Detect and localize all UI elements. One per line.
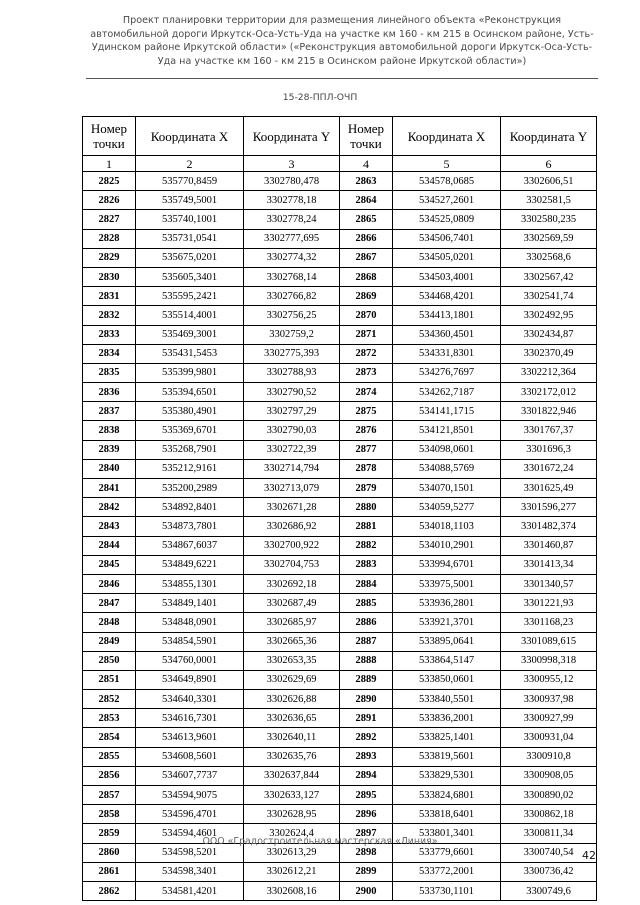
coord-x-cell: 534594,4601 (136, 824, 244, 843)
table-row (83, 555, 597, 574)
page-number: 42 (582, 849, 596, 862)
coord-x-cell: 534331,8301 (393, 344, 501, 363)
coord-y-cell: 3302581,5 (501, 191, 597, 210)
coord-x-cell: 534598,3401 (136, 862, 244, 881)
point-number-cell: 2833 (83, 325, 136, 344)
table-row (83, 344, 597, 363)
coord-x-cell: 533818,6401 (393, 805, 501, 824)
coord-y-cell: 3302640,11 (244, 728, 340, 747)
coord-x-cell: 535595,2421 (136, 287, 244, 306)
point-number-cell: 2898 (340, 843, 393, 862)
column-number: 6 (501, 156, 597, 172)
table-row (83, 786, 597, 805)
header-rule (86, 78, 598, 79)
column-number: 4 (340, 156, 393, 172)
document-header: Проект планировки территории для размещения линейного объекта «Реконструкция автомобильной дороги Иркутск-Оса-Усть-Уда на участке км 160 - км 215 в Осинском районе, Усть-Удинском районе Иркутской области» («Реконструкция автомобильной дороги Иркутск-Оса-Усть-Уда на участке км 160 - км 215 в Осинском районе Иркутской области») (90, 15, 594, 67)
coord-x-cell: 534867,6037 (136, 536, 244, 555)
table-row (83, 709, 597, 728)
coord-y-cell: 3302613,29 (244, 843, 340, 862)
table-row (83, 191, 597, 210)
coord-y-cell: 3300955,12 (501, 670, 597, 689)
coord-x-cell: 535431,5453 (136, 344, 244, 363)
coord-x-cell: 534070,1501 (393, 479, 501, 498)
coord-y-cell: 3302797,29 (244, 402, 340, 421)
coord-y-cell: 3301413,34 (501, 555, 597, 574)
coord-y-cell: 3302635,76 (244, 747, 340, 766)
coord-x-cell: 535369,6701 (136, 421, 244, 440)
point-number-cell: 2893 (340, 747, 393, 766)
point-number-cell: 2830 (83, 267, 136, 286)
coord-x-cell: 535380,4901 (136, 402, 244, 421)
table-row (83, 728, 597, 747)
column-header-coord-x: Координата X (393, 117, 501, 156)
point-number-cell: 2853 (83, 709, 136, 728)
coord-x-cell: 534018,1103 (393, 517, 501, 536)
coord-x-cell: 534649,8901 (136, 670, 244, 689)
point-number-cell: 2839 (83, 440, 136, 459)
table-row (83, 594, 597, 613)
table-row (83, 747, 597, 766)
coord-y-cell: 3302756,25 (244, 306, 340, 325)
point-number-cell: 2836 (83, 383, 136, 402)
table-row (83, 479, 597, 498)
coord-y-cell: 3300740,54 (501, 843, 597, 862)
coord-y-cell: 3302775,393 (244, 344, 340, 363)
coord-y-cell: 3302653,35 (244, 651, 340, 670)
coord-y-cell: 3300931,04 (501, 728, 597, 747)
coord-y-cell: 3302685,97 (244, 613, 340, 632)
coord-y-cell: 3302612,21 (244, 862, 340, 881)
coord-y-cell: 3302780,478 (244, 172, 340, 191)
point-number-cell: 2873 (340, 363, 393, 382)
table-row (83, 248, 597, 267)
coord-y-cell: 3302790,03 (244, 421, 340, 440)
coord-x-cell: 534141,1715 (393, 402, 501, 421)
coord-x-cell: 535514,4001 (136, 306, 244, 325)
coord-y-cell: 3302172,012 (501, 383, 597, 402)
coord-x-cell: 535394,6501 (136, 383, 244, 402)
point-number-cell: 2871 (340, 325, 393, 344)
coord-x-cell: 534276,7697 (393, 363, 501, 382)
point-number-cell: 2855 (83, 747, 136, 766)
coord-y-cell: 3302628,95 (244, 805, 340, 824)
coord-y-cell: 3302687,49 (244, 594, 340, 613)
coord-x-cell: 535605,3401 (136, 267, 244, 286)
point-number-cell: 2857 (83, 786, 136, 805)
header-row (83, 117, 597, 156)
point-number-cell: 2882 (340, 536, 393, 555)
coord-x-cell: 533801,3401 (393, 824, 501, 843)
point-number-cell: 2844 (83, 536, 136, 555)
coord-y-cell: 3301482,374 (501, 517, 597, 536)
coord-y-cell: 3302624,4 (244, 824, 340, 843)
coord-x-cell: 534607,7737 (136, 766, 244, 785)
coord-y-cell: 3300937,98 (501, 690, 597, 709)
coord-y-cell: 3300908,05 (501, 766, 597, 785)
point-number-cell: 2892 (340, 728, 393, 747)
coord-x-cell: 535675,0201 (136, 248, 244, 267)
coord-y-cell: 3301221,93 (501, 594, 597, 613)
coord-x-cell: 534892,8401 (136, 498, 244, 517)
point-number-cell: 2881 (340, 517, 393, 536)
column-number: 5 (393, 156, 501, 172)
column-header-point-number: Номер точки (83, 117, 136, 156)
coord-y-cell: 3302665,36 (244, 632, 340, 651)
coord-x-cell: 534468,4201 (393, 287, 501, 306)
coord-x-cell: 533825,1401 (393, 728, 501, 747)
coord-x-cell: 534608,5601 (136, 747, 244, 766)
point-number-cell: 2859 (83, 824, 136, 843)
coord-x-cell: 534098,0601 (393, 440, 501, 459)
coord-x-cell: 535212,9161 (136, 459, 244, 478)
coord-y-cell: 3302567,42 (501, 267, 597, 286)
coord-y-cell: 3302778,18 (244, 191, 340, 210)
point-number-cell: 2858 (83, 805, 136, 824)
point-number-cell: 2834 (83, 344, 136, 363)
coord-x-cell: 533730,1101 (393, 881, 501, 900)
coord-x-cell: 533772,2001 (393, 862, 501, 881)
coord-y-cell: 3302700,922 (244, 536, 340, 555)
coord-y-cell: 3302692,18 (244, 574, 340, 593)
coord-y-cell: 3302766,82 (244, 287, 340, 306)
coord-x-cell: 535469,3001 (136, 325, 244, 344)
coord-y-cell: 3302713,079 (244, 479, 340, 498)
coord-y-cell: 3302637,844 (244, 766, 340, 785)
coord-y-cell: 3300998,318 (501, 651, 597, 670)
coord-x-cell: 533824,6801 (393, 786, 501, 805)
table-row (83, 210, 597, 229)
table-row (83, 574, 597, 593)
coord-x-cell: 534849,6221 (136, 555, 244, 574)
point-number-cell: 2838 (83, 421, 136, 440)
column-number: 1 (83, 156, 136, 172)
point-number-cell: 2866 (340, 229, 393, 248)
coord-x-cell: 534262,7187 (393, 383, 501, 402)
coord-x-cell: 534873,7801 (136, 517, 244, 536)
coord-y-cell: 3302759,2 (244, 325, 340, 344)
coord-y-cell: 3302768,14 (244, 267, 340, 286)
point-number-cell: 2883 (340, 555, 393, 574)
coord-x-cell: 533975,5001 (393, 574, 501, 593)
table-row (83, 670, 597, 689)
coord-x-cell: 534121,8501 (393, 421, 501, 440)
coord-y-cell: 3301767,37 (501, 421, 597, 440)
coord-y-cell: 3302788,93 (244, 363, 340, 382)
point-number-cell: 2846 (83, 574, 136, 593)
point-number-cell: 2896 (340, 805, 393, 824)
coord-x-cell: 534059,5277 (393, 498, 501, 517)
coord-y-cell: 3301696,3 (501, 440, 597, 459)
column-number-row (83, 156, 597, 172)
column-number: 3 (244, 156, 340, 172)
coord-x-cell: 534578,0685 (393, 172, 501, 191)
point-number-cell: 2867 (340, 248, 393, 267)
coord-y-cell: 3302606,51 (501, 172, 597, 191)
point-number-cell: 2874 (340, 383, 393, 402)
point-number-cell: 2878 (340, 459, 393, 478)
table-row (83, 383, 597, 402)
point-number-cell: 2868 (340, 267, 393, 286)
table-row (83, 421, 597, 440)
point-number-cell: 2879 (340, 479, 393, 498)
coord-y-cell: 3302774,32 (244, 248, 340, 267)
point-number-cell: 2895 (340, 786, 393, 805)
document-code: 15-28-ППЛ-ОЧП (282, 92, 358, 103)
coord-x-cell: 533836,2001 (393, 709, 501, 728)
table-row (83, 862, 597, 881)
coord-x-cell: 535200,2989 (136, 479, 244, 498)
coord-x-cell: 534506,7401 (393, 229, 501, 248)
table-row (83, 325, 597, 344)
footer-company: ООО «Градостроительная мастерская «Линия» (202, 836, 438, 847)
point-number-cell: 2864 (340, 191, 393, 210)
point-number-cell: 2862 (83, 881, 136, 900)
coord-x-cell: 534613,9601 (136, 728, 244, 747)
table-row (83, 517, 597, 536)
coord-y-cell: 3300862,18 (501, 805, 597, 824)
coord-y-cell: 3302434,87 (501, 325, 597, 344)
coord-x-cell: 534598,5201 (136, 843, 244, 862)
coord-y-cell: 3300811,34 (501, 824, 597, 843)
coord-x-cell: 534849,1401 (136, 594, 244, 613)
coord-y-cell: 3301672,24 (501, 459, 597, 478)
coord-x-cell: 533864,5147 (393, 651, 501, 670)
table-row (83, 440, 597, 459)
table-row (83, 613, 597, 632)
table-row (83, 881, 597, 900)
column-number: 2 (136, 156, 244, 172)
table-row (83, 229, 597, 248)
point-number-cell: 2890 (340, 690, 393, 709)
point-number-cell: 2900 (340, 881, 393, 900)
coord-y-cell: 3300890,02 (501, 786, 597, 805)
coord-y-cell: 3301168,23 (501, 613, 597, 632)
point-number-cell: 2889 (340, 670, 393, 689)
point-number-cell: 2856 (83, 766, 136, 785)
coord-x-cell: 533850,0601 (393, 670, 501, 689)
point-number-cell: 2863 (340, 172, 393, 191)
coord-y-cell: 3301340,57 (501, 574, 597, 593)
point-number-cell: 2848 (83, 613, 136, 632)
coord-x-cell: 535731,0541 (136, 229, 244, 248)
table-row (83, 363, 597, 382)
point-number-cell: 2854 (83, 728, 136, 747)
coordinates-table (82, 116, 597, 901)
coord-x-cell: 533936,2801 (393, 594, 501, 613)
point-number-cell: 2876 (340, 421, 393, 440)
coord-x-cell: 535770,8459 (136, 172, 244, 191)
coord-y-cell: 3302636,65 (244, 709, 340, 728)
coord-x-cell: 534525,0809 (393, 210, 501, 229)
table-row (83, 766, 597, 785)
point-number-cell: 2886 (340, 613, 393, 632)
point-number-cell: 2877 (340, 440, 393, 459)
coord-y-cell: 3301625,49 (501, 479, 597, 498)
coord-x-cell: 533994,6701 (393, 555, 501, 574)
point-number-cell: 2875 (340, 402, 393, 421)
point-number-cell: 2869 (340, 287, 393, 306)
point-number-cell: 2852 (83, 690, 136, 709)
coord-x-cell: 535740,1001 (136, 210, 244, 229)
point-number-cell: 2847 (83, 594, 136, 613)
point-number-cell: 2831 (83, 287, 136, 306)
coord-x-cell: 534527,2601 (393, 191, 501, 210)
point-number-cell: 2825 (83, 172, 136, 191)
point-number-cell: 2872 (340, 344, 393, 363)
column-header-coord-y: Координата Y (244, 117, 340, 156)
coord-y-cell: 3302633,127 (244, 786, 340, 805)
point-number-cell: 2841 (83, 479, 136, 498)
coord-y-cell: 3302569,59 (501, 229, 597, 248)
point-number-cell: 2861 (83, 862, 136, 881)
point-number-cell: 2865 (340, 210, 393, 229)
coord-x-cell: 534503,4001 (393, 267, 501, 286)
column-header-coord-y: Координата Y (501, 117, 597, 156)
coord-y-cell: 3300736,42 (501, 862, 597, 881)
table-row (83, 459, 597, 478)
point-number-cell: 2884 (340, 574, 393, 593)
table-row (83, 632, 597, 651)
point-number-cell: 2849 (83, 632, 136, 651)
coord-x-cell: 534594,9075 (136, 786, 244, 805)
point-number-cell: 2845 (83, 555, 136, 574)
point-number-cell: 2826 (83, 191, 136, 210)
coord-y-cell: 3302777,695 (244, 229, 340, 248)
point-number-cell: 2835 (83, 363, 136, 382)
coord-y-cell: 3302722,39 (244, 440, 340, 459)
coord-y-cell: 3302492,95 (501, 306, 597, 325)
coord-x-cell: 534413,1801 (393, 306, 501, 325)
coord-y-cell: 3302778,24 (244, 210, 340, 229)
coord-x-cell: 534848,0901 (136, 613, 244, 632)
coord-y-cell: 3301460,87 (501, 536, 597, 555)
coord-x-cell: 533829,5301 (393, 766, 501, 785)
point-number-cell: 2832 (83, 306, 136, 325)
point-number-cell: 2894 (340, 766, 393, 785)
column-header-coord-x: Координата X (136, 117, 244, 156)
coord-y-cell: 3302790,52 (244, 383, 340, 402)
column-header-point-number: Номер точки (340, 117, 393, 156)
coord-x-cell: 534581,4201 (136, 881, 244, 900)
table-row (83, 306, 597, 325)
coord-y-cell: 3301089,615 (501, 632, 597, 651)
point-number-cell: 2887 (340, 632, 393, 651)
point-number-cell: 2829 (83, 248, 136, 267)
point-number-cell: 2837 (83, 402, 136, 421)
table-row (83, 805, 597, 824)
coord-y-cell: 3302704,753 (244, 555, 340, 574)
table-row (83, 402, 597, 421)
coord-x-cell: 533895,0641 (393, 632, 501, 651)
table-row (83, 287, 597, 306)
coord-y-cell: 3302626,88 (244, 690, 340, 709)
coord-x-cell: 535268,7901 (136, 440, 244, 459)
coord-y-cell: 3302568,6 (501, 248, 597, 267)
coord-y-cell: 3301596,277 (501, 498, 597, 517)
table-row (83, 172, 597, 191)
coord-x-cell: 534640,3301 (136, 690, 244, 709)
coord-y-cell: 3302671,28 (244, 498, 340, 517)
coord-y-cell: 3302629,69 (244, 670, 340, 689)
coord-x-cell: 533921,3701 (393, 613, 501, 632)
coord-x-cell: 534505,0201 (393, 248, 501, 267)
point-number-cell: 2827 (83, 210, 136, 229)
coord-y-cell: 3302608,16 (244, 881, 340, 900)
point-number-cell: 2851 (83, 670, 136, 689)
coord-x-cell: 533840,5501 (393, 690, 501, 709)
point-number-cell: 2870 (340, 306, 393, 325)
point-number-cell: 2842 (83, 498, 136, 517)
table-row (83, 690, 597, 709)
coord-x-cell: 535749,5001 (136, 191, 244, 210)
table-row (83, 536, 597, 555)
coord-y-cell: 3300749,6 (501, 881, 597, 900)
point-number-cell: 2880 (340, 498, 393, 517)
coord-y-cell: 3300910,8 (501, 747, 597, 766)
coord-y-cell: 3302370,49 (501, 344, 597, 363)
coord-y-cell: 3302212,364 (501, 363, 597, 382)
coord-y-cell: 3301822,946 (501, 402, 597, 421)
point-number-cell: 2840 (83, 459, 136, 478)
coord-x-cell: 534010,2901 (393, 536, 501, 555)
coord-x-cell: 534854,5901 (136, 632, 244, 651)
coord-y-cell: 3300927,99 (501, 709, 597, 728)
point-number-cell: 2899 (340, 862, 393, 881)
coord-x-cell: 534760,0001 (136, 651, 244, 670)
coord-y-cell: 3302580,235 (501, 210, 597, 229)
coord-x-cell: 534596,4701 (136, 805, 244, 824)
coord-x-cell: 533779,6601 (393, 843, 501, 862)
point-number-cell: 2888 (340, 651, 393, 670)
point-number-cell: 2860 (83, 843, 136, 862)
coord-x-cell: 533819,5601 (393, 747, 501, 766)
coord-x-cell: 534616,7301 (136, 709, 244, 728)
coord-x-cell: 534360,4501 (393, 325, 501, 344)
coord-y-cell: 3302541,74 (501, 287, 597, 306)
point-number-cell: 2850 (83, 651, 136, 670)
point-number-cell: 2891 (340, 709, 393, 728)
table-row (83, 267, 597, 286)
point-number-cell: 2843 (83, 517, 136, 536)
coord-y-cell: 3302714,794 (244, 459, 340, 478)
point-number-cell: 2897 (340, 824, 393, 843)
coord-x-cell: 534855,1301 (136, 574, 244, 593)
coord-x-cell: 534088,5769 (393, 459, 501, 478)
point-number-cell: 2828 (83, 229, 136, 248)
table-row (83, 498, 597, 517)
table-row (83, 651, 597, 670)
coord-x-cell: 535399,9801 (136, 363, 244, 382)
coord-y-cell: 3302686,92 (244, 517, 340, 536)
point-number-cell: 2885 (340, 594, 393, 613)
